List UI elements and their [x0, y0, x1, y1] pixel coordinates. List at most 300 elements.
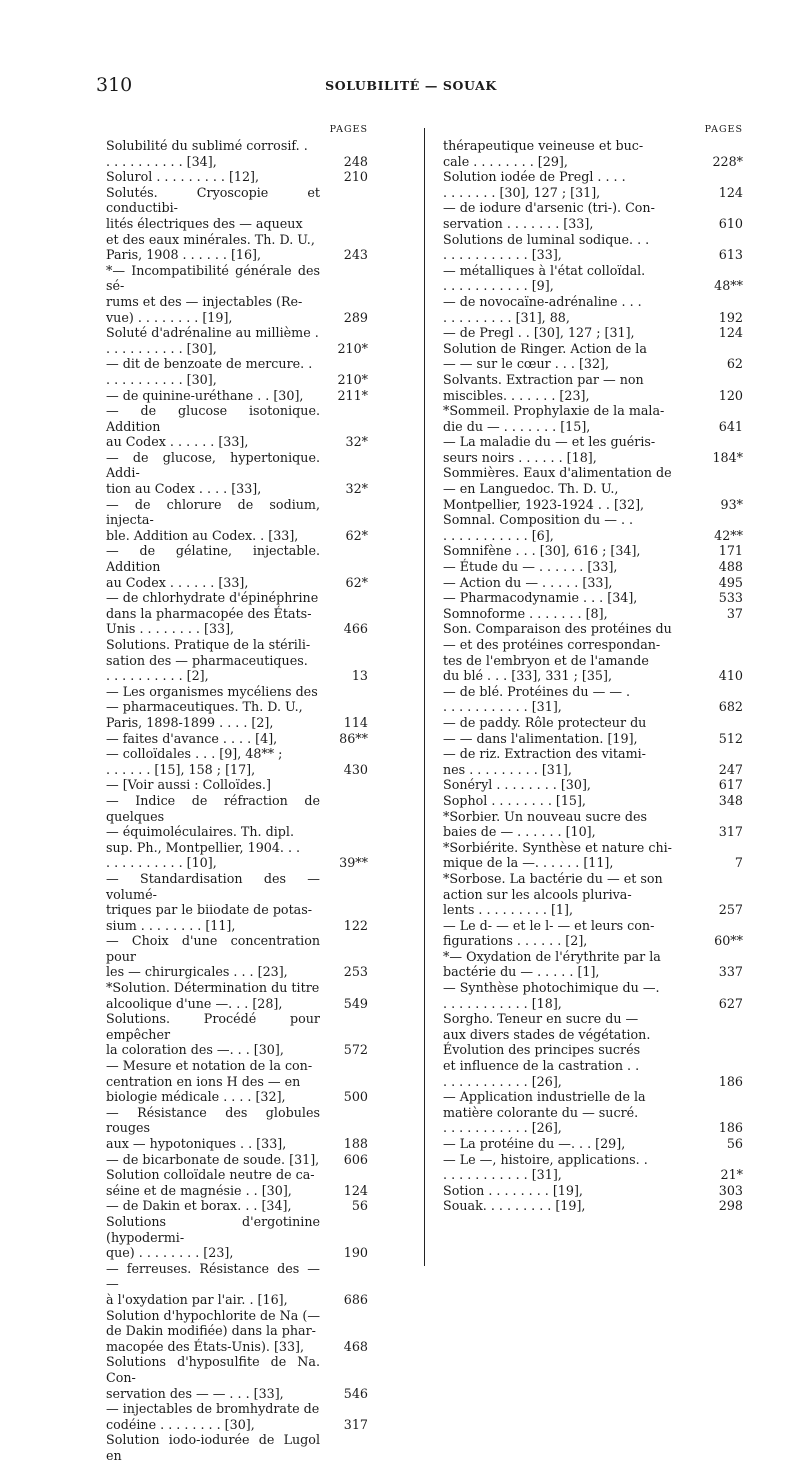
entry-text: action sur les alcools pluriva- — [443, 886, 632, 902]
entry-text: — Le d- — et le l- — et leurs con- — [443, 917, 655, 933]
index-entry-line — [443, 964, 743, 980]
entry-text: de Dakin modifiée) dans la phar- — [106, 1323, 316, 1339]
entry-text: Son. Comparaison des protéines du — [443, 621, 672, 637]
index-entry-line — [106, 668, 368, 684]
column-divider — [424, 128, 425, 1266]
entry-text: *— Oxydation de l'érythrite par la — [443, 948, 661, 964]
index-entry-line — [106, 871, 368, 902]
page-reference: 546 — [343, 1385, 368, 1401]
page-reference: 243 — [343, 247, 368, 263]
entry-text: Solutés. Cryoscopie et conductibi- — [106, 184, 320, 216]
entry-text: sup. Ph., Montpellier, 1904. . . — [106, 839, 301, 855]
entry-text: — de chlorhydrate d'épinéphrine — [106, 590, 319, 606]
entry-text: triques par le biiodate de potas- — [106, 902, 313, 918]
index-entry-line — [443, 372, 743, 388]
entry-text: — de Pregl . . [30], 127 ; [31], — [443, 325, 635, 341]
index-entry-line — [106, 310, 368, 326]
entry-text: — de novocaïne-adrénaline . . . — [443, 293, 642, 309]
page-reference: 210* — [337, 340, 368, 356]
entry-text: Solurol . . . . . . . . . [12], — [106, 169, 260, 185]
index-entry-line — [106, 1042, 368, 1058]
page-reference: 247 — [718, 761, 743, 777]
page-reference: 549 — [343, 995, 368, 1011]
index-entry-line — [106, 933, 368, 964]
index-entry-line — [443, 169, 743, 185]
entry-text: — de Dakin et borax. . . [34], — [106, 1198, 292, 1214]
entry-text: Évolution des principes sucrés — [443, 1042, 641, 1058]
index-entry-line — [106, 840, 368, 856]
entry-text: Somnal. Composition du — . . — [443, 512, 634, 528]
page-reference: 184* — [712, 449, 743, 465]
entry-text: à l'oxydation par l'air. . [16], — [106, 1291, 288, 1307]
entry-text: Solution iodée de Pregl . . . . — [443, 169, 626, 185]
entry-text: . . . . . . . . . . . [26], — [443, 1073, 562, 1089]
page-reference: 124 — [718, 325, 743, 341]
entry-text: Soluté d'adrénaline au millième . — [106, 325, 319, 341]
index-entry-line — [443, 1183, 743, 1199]
entry-text: sium . . . . . . . . [11], — [106, 917, 236, 933]
page-reference: 500 — [343, 1089, 368, 1105]
index-entry-line — [106, 450, 368, 481]
entry-text: servation des — — . . . [33], — [106, 1385, 284, 1401]
index-entry-line — [106, 996, 368, 1012]
entry-text: *Solution. Détermination du titre — [106, 980, 320, 996]
index-entry-line — [443, 1136, 743, 1152]
index-entry-line — [106, 1339, 368, 1355]
index-entry-line — [106, 169, 368, 185]
entry-text: — Résistance des globules rouges — [106, 1104, 320, 1136]
index-entry-line — [106, 341, 368, 357]
entry-text: servation . . . . . . . [33], — [443, 215, 594, 231]
page-reference: 13 — [351, 668, 368, 684]
index-entry-line — [106, 855, 368, 871]
index-entry-line — [443, 200, 743, 216]
entry-text: aux — hypotoniques . . [33], — [106, 1136, 287, 1151]
index-entry-line — [106, 964, 368, 980]
index-entry-line — [443, 933, 743, 949]
index-entry-line — [106, 621, 368, 637]
page-reference: 641 — [718, 418, 743, 434]
index-entry-line — [106, 1386, 368, 1402]
entry-text: — faites d'avance . . . . [4], — [106, 730, 278, 746]
page-reference: 62 — [726, 356, 743, 372]
index-entry-line — [106, 1417, 368, 1433]
index-entry-line — [443, 793, 743, 809]
right-index-lines — [443, 138, 743, 1214]
page-reference: 317 — [343, 1416, 368, 1432]
entry-text: — Application industrielle de la — [443, 1089, 646, 1105]
index-entry-line — [443, 762, 743, 778]
index-entry-line — [106, 1308, 368, 1324]
entry-text: Sophol . . . . . . . . [15], — [443, 792, 586, 808]
entry-text: . . . . . . . . . . . [26], — [443, 1120, 562, 1136]
index-entry-line — [106, 980, 368, 996]
entry-text: Somnoforme . . . . . . . [8], — [443, 605, 608, 621]
index-entry-line — [443, 653, 743, 669]
entry-text: — colloïdales . . . [9], 48** ; — [106, 746, 283, 762]
pages-label: PAGES — [704, 124, 743, 135]
entry-text: . . . . . . . . . . [30], — [106, 340, 217, 356]
index-entry-line — [443, 497, 743, 513]
page-reference: 617 — [718, 777, 743, 793]
page-reference: 37 — [726, 605, 743, 621]
index-entry-line — [443, 434, 743, 450]
page-reference: 48** — [714, 278, 743, 294]
index-entry-line — [106, 232, 368, 248]
entry-text: — La maladie du — et les guéris- — [443, 434, 656, 450]
index-entry-line — [106, 1292, 368, 1308]
page-number: 310 — [96, 74, 133, 96]
index-entry-line — [443, 637, 743, 653]
entry-text: Sonéryl . . . . . . . . [30], — [443, 777, 591, 793]
page-reference: 120 — [718, 387, 743, 403]
index-entry-line — [443, 341, 743, 357]
index-entry-line — [106, 606, 368, 622]
page-reference: 42** — [714, 527, 743, 543]
entry-text: bactérie du — . . . . . [1], — [443, 964, 600, 980]
entry-text: Solutions de luminal sodique. . . — [443, 231, 650, 247]
page-reference: 7 — [734, 855, 743, 871]
entry-text: cale . . . . . . . . [29], — [443, 153, 568, 169]
entry-text: . . . . . . . . . . . [33], — [443, 247, 562, 263]
entry-text: — de riz. Extraction des vitami- — [443, 746, 646, 762]
entry-text: . . . . . . . . . . . [31], — [443, 699, 562, 715]
entry-text: *Sorbier. Un nouveau sucre des — [443, 808, 648, 824]
index-entry-line — [443, 216, 743, 232]
entry-text: — équimoléculaires. Th. dipl. — [106, 824, 295, 840]
page-reference: 188 — [343, 1136, 368, 1151]
entry-text: — métalliques à l'état colloïdal. — [443, 262, 646, 278]
entry-text: Sorgho. Teneur en sucre du — — [443, 1011, 639, 1027]
page-reference: 171 — [718, 543, 743, 559]
page-reference: 682 — [718, 699, 743, 715]
index-entry-line — [443, 185, 743, 201]
index-entry-line — [443, 247, 743, 263]
page-reference: 512 — [718, 730, 743, 746]
entry-text: du blé . . . [33], 331 ; [35], — [443, 668, 612, 684]
index-entry-line — [443, 824, 743, 840]
page-reference: 686 — [343, 1291, 368, 1307]
page-reference: 410 — [718, 668, 743, 684]
entry-text: macopée des États-Unis). [33], — [106, 1338, 305, 1354]
entry-text: lités électriques des — aqueux — [106, 215, 303, 231]
entry-text: centration en ions H des — en — [106, 1073, 301, 1089]
page-reference: 192 — [718, 309, 743, 325]
left-column — [106, 122, 368, 1463]
index-entry-line — [106, 1323, 368, 1339]
entry-text: Solvants. Extraction par — non — [443, 371, 644, 387]
index-entry-line — [443, 621, 743, 637]
entry-text: . . . . . . . . . . [30], — [106, 371, 217, 387]
page-reference: 210 — [343, 169, 368, 185]
entry-text: Somnifène . . . [30], 616 ; [34], — [443, 543, 641, 559]
entry-text: — Pharmacodynamie . . . [34], — [443, 590, 638, 606]
page-reference: 190 — [343, 1245, 368, 1261]
index-entry-line — [106, 1105, 368, 1136]
index-entry-line — [443, 512, 743, 528]
index-entry-line — [443, 388, 743, 404]
index-entry-line — [443, 996, 743, 1012]
entry-text: — La protéine du —. . . [29], — [443, 1136, 626, 1151]
index-entry-line — [443, 809, 743, 825]
entry-text: tes de l'embryon et de l'amande — [443, 652, 649, 668]
index-entry-line — [443, 465, 743, 481]
page-reference: 56 — [726, 1136, 743, 1151]
index-entry-line — [443, 1198, 743, 1214]
index-entry-line — [106, 715, 368, 731]
entry-text: . . . . . . . . . . . [18], — [443, 995, 562, 1011]
entry-text: que) . . . . . . . . [23], — [106, 1245, 234, 1261]
page-reference: 124 — [718, 184, 743, 200]
entry-text: sation des — pharmaceutiques. — [106, 652, 308, 668]
entry-text: baies de — . . . . . . [10], — [443, 824, 596, 840]
page-reference: 303 — [718, 1182, 743, 1198]
entry-text: aux divers stades de végétation. — [443, 1026, 651, 1042]
index-entry-line — [106, 356, 368, 372]
page-reference: 348 — [718, 792, 743, 808]
entry-text: figurations . . . . . . [2], — [443, 933, 588, 949]
entry-text: — de bicarbonate de soude. [31], — [106, 1151, 320, 1167]
page-reference: 210* — [337, 371, 368, 387]
index-entry-line — [443, 684, 743, 700]
page-reference: 32* — [345, 481, 368, 497]
index-entry-line — [106, 1354, 368, 1385]
entry-text: seurs noirs . . . . . . [18], — [443, 449, 597, 465]
entry-text: — pharmaceutiques. Th. D. U., — [106, 699, 303, 715]
entry-text: alcoolique d'une —. . . [28], — [106, 995, 283, 1011]
entry-text: *Sommeil. Prophylaxie de la mala- — [443, 403, 665, 419]
page-reference: 430 — [343, 761, 368, 777]
page-reference: 298 — [718, 1198, 743, 1214]
page-reference: 466 — [343, 621, 368, 637]
entry-text: Sommières. Eaux d'alimentation de — [443, 465, 672, 481]
page-reference: 39** — [339, 855, 368, 871]
page-reference: 60** — [714, 933, 743, 949]
entry-text: Unis . . . . . . . . [33], — [106, 621, 235, 637]
index-entry-line — [106, 637, 368, 653]
index-entry-line — [443, 980, 743, 996]
index-entry-line — [443, 294, 743, 310]
page-reference: 21* — [720, 1167, 743, 1183]
entry-text: . . . . . . . . . . [34], — [106, 153, 217, 169]
index-entry-line — [443, 419, 743, 435]
index-entry-line — [106, 777, 368, 793]
entry-text: die du — . . . . . . . [15], — [443, 418, 591, 434]
page-reference: 186 — [718, 1120, 743, 1136]
page-reference: 186 — [718, 1073, 743, 1089]
entry-text: — Indice de réfraction de quelques — [106, 792, 320, 824]
entry-text: — — dans l'alimentation. [19], — [443, 730, 638, 746]
index-entry-line — [443, 403, 743, 419]
index-entry-line — [443, 138, 743, 154]
entry-text: Souak. . . . . . . . . [19], — [443, 1198, 586, 1214]
index-entry-line — [106, 216, 368, 232]
index-entry-line — [106, 1011, 368, 1042]
index-entry-line — [106, 1152, 368, 1168]
entry-text: — dit de benzoate de mercure. . — [106, 356, 313, 372]
entry-text: et des eaux minérales. Th. D. U., — [106, 231, 315, 247]
page-reference: 32* — [345, 434, 368, 450]
entry-text: au Codex . . . . . . [33], — [106, 434, 249, 450]
index-entry-line — [106, 185, 368, 216]
entry-text: *— Incompatibilité générale des sé- — [106, 262, 320, 294]
page-reference: 114 — [343, 714, 368, 730]
entry-text: Solutions. Procédé pour empêcher — [106, 1011, 320, 1042]
entry-text: — ferreuses. Résistance des — — — [106, 1260, 320, 1292]
entry-text: — Synthèse photochimique du —. — [443, 980, 660, 996]
entry-text: . . . . . . . . . . . [6], — [443, 527, 554, 543]
page-header — [96, 74, 726, 100]
index-entry-line — [443, 1167, 743, 1183]
index-entry-line — [106, 528, 368, 544]
entry-text: Montpellier, 1923-1924 . . [32], — [443, 496, 645, 512]
index-entry-line — [443, 699, 743, 715]
index-entry-line — [443, 1042, 743, 1058]
index-entry-line — [106, 731, 368, 747]
index-entry-line — [443, 777, 743, 793]
page-reference: 86** — [339, 730, 368, 746]
page-reference: 124 — [343, 1182, 368, 1198]
entry-text: — Les organismes mycéliens des — [106, 683, 318, 699]
index-entry-line — [106, 481, 368, 497]
entry-text: — de glucose isotonique. Addition — [106, 403, 320, 434]
index-entry-line — [443, 840, 743, 856]
index-entry-line — [106, 497, 368, 528]
page-reference: 317 — [718, 824, 743, 840]
index-entry-line — [443, 668, 743, 684]
entry-text: Solubilité du sublimé corrosif. . — [106, 138, 308, 153]
index-entry-line — [106, 1245, 368, 1261]
entry-text: et influence de la castration . . — [443, 1058, 640, 1074]
entry-text: rums et des — injectables (Re- — [106, 293, 303, 309]
entry-text: — — sur le cœur . . . [32], — [443, 356, 610, 372]
index-entry-line — [106, 388, 368, 404]
page-reference: 572 — [343, 1042, 368, 1058]
index-entry-line — [106, 746, 368, 762]
page-reference: 610 — [718, 215, 743, 231]
entry-text: la coloration des —. . . [30], — [106, 1042, 284, 1058]
entry-text: — de iodure d'arsenic (tri-). Con- — [443, 200, 655, 216]
index-entry-line — [443, 746, 743, 762]
entry-text: Solutions d'ergotinine (hypodermi- — [106, 1213, 320, 1245]
entry-text: Paris, 1908 . . . . . . [16], — [106, 247, 262, 263]
entry-text: Solutions. Pratique de la stérili- — [106, 637, 311, 652]
index-entry-line — [106, 653, 368, 669]
index-entry-line — [106, 325, 368, 341]
page-reference: 253 — [343, 964, 368, 980]
index-entry-line — [443, 356, 743, 372]
page-reference: 606 — [343, 1151, 368, 1167]
entry-text: matière colorante du — sucré. — [443, 1104, 639, 1120]
entry-text: . . . . . . . [30], 127 ; [31], — [443, 184, 601, 200]
index-entry-line — [106, 434, 368, 450]
page-reference: 62* — [345, 574, 368, 590]
entry-text: — de chlorure de sodium, injecta- — [106, 496, 320, 528]
entry-text: — Standardisation des — volumé- — [106, 870, 320, 902]
index-entry-line — [443, 1105, 743, 1121]
page-reference: 337 — [718, 964, 743, 980]
entry-text: au Codex . . . . . . [33], — [106, 574, 249, 590]
entry-text: . . . . . . . . . . . [31], — [443, 1167, 562, 1183]
index-entry-line — [443, 590, 743, 606]
index-entry-line — [106, 590, 368, 606]
entry-text: . . . . . . [15], 158 ; [17], — [106, 761, 256, 777]
index-entry-line — [443, 918, 743, 934]
index-entry-line — [106, 1401, 368, 1417]
index-entry-line — [443, 1027, 743, 1043]
entry-text: — Étude du — . . . . . . [33], — [443, 559, 618, 575]
entry-text: miscibles. . . . . . . [23], — [443, 387, 590, 403]
index-entry-line — [106, 1136, 368, 1152]
entry-text: — injectables de bromhydrate de — [106, 1401, 320, 1417]
index-entry-line — [106, 154, 368, 170]
running-head: SOLUBILITÉ — SOUAK — [325, 78, 497, 93]
entry-text: . . . . . . . . . [31], 88, — [443, 309, 570, 325]
entry-text: — en Languedoc. Th. D. U., — [443, 481, 619, 497]
entry-text: biologie médicale . . . . [32], — [106, 1089, 286, 1105]
page-reference: 122 — [343, 917, 368, 933]
index-entry-line — [443, 1011, 743, 1027]
entry-text: Solution colloïdale neutre de ca- — [106, 1167, 315, 1183]
page-reference: 211* — [337, 387, 368, 403]
entry-text: — Choix d'une concentration pour — [106, 933, 320, 964]
index-entry-line — [443, 450, 743, 466]
entry-text: codéine . . . . . . . . [30], — [106, 1416, 255, 1432]
index-entry-line — [106, 263, 368, 294]
index-entry-line — [443, 543, 743, 559]
page-reference: 56 — [351, 1198, 368, 1214]
index-entry-line — [443, 855, 743, 871]
index-entry-line — [106, 543, 368, 574]
index-entry-line — [106, 1198, 368, 1214]
right-column — [443, 122, 743, 1214]
index-entry-line — [106, 575, 368, 591]
index-entry-line — [106, 372, 368, 388]
page-reference: 228* — [712, 153, 743, 169]
index-entry-line — [106, 1167, 368, 1183]
page-reference: 495 — [718, 574, 743, 590]
entry-text: les — chirurgicales . . . [23], — [106, 964, 288, 980]
index-entry-line — [106, 247, 368, 263]
page-reference: 93* — [720, 496, 743, 512]
entry-text: thérapeutique veineuse et buc- — [443, 138, 644, 153]
index-entry-line — [106, 824, 368, 840]
index-entry-line — [106, 699, 368, 715]
entry-text: lents . . . . . . . . . [1], — [443, 902, 573, 918]
index-entry-line — [443, 528, 743, 544]
entry-text: . . . . . . . . . . [2], — [106, 668, 209, 684]
entry-text: nes . . . . . . . . . [31], — [443, 761, 572, 777]
index-entry-line — [443, 325, 743, 341]
pages-label: PAGES — [329, 124, 368, 135]
entry-text: dans la pharmacopée des États- — [106, 605, 312, 621]
page-reference: 257 — [718, 902, 743, 918]
index-entry-line — [106, 1183, 368, 1199]
index-entry-line — [106, 793, 368, 824]
entry-text: — [Voir aussi : Colloïdes.] — [106, 777, 271, 793]
entry-text: Solution de Ringer. Action de la — [443, 340, 647, 356]
entry-text: tion au Codex . . . . [33], — [106, 481, 262, 497]
index-entry-line — [443, 902, 743, 918]
index-entry-line — [443, 1074, 743, 1090]
entry-text: Solutions d'hyposulfite de Na. Con- — [106, 1354, 320, 1385]
index-entry-line — [443, 1089, 743, 1105]
index-entry-line — [443, 949, 743, 965]
entry-text: *Sorbose. La bactérie du — et son — [443, 870, 663, 886]
index-entry-line — [443, 559, 743, 575]
index-entry-line — [106, 762, 368, 778]
entry-text: — Mesure et notation de la con- — [106, 1058, 313, 1074]
